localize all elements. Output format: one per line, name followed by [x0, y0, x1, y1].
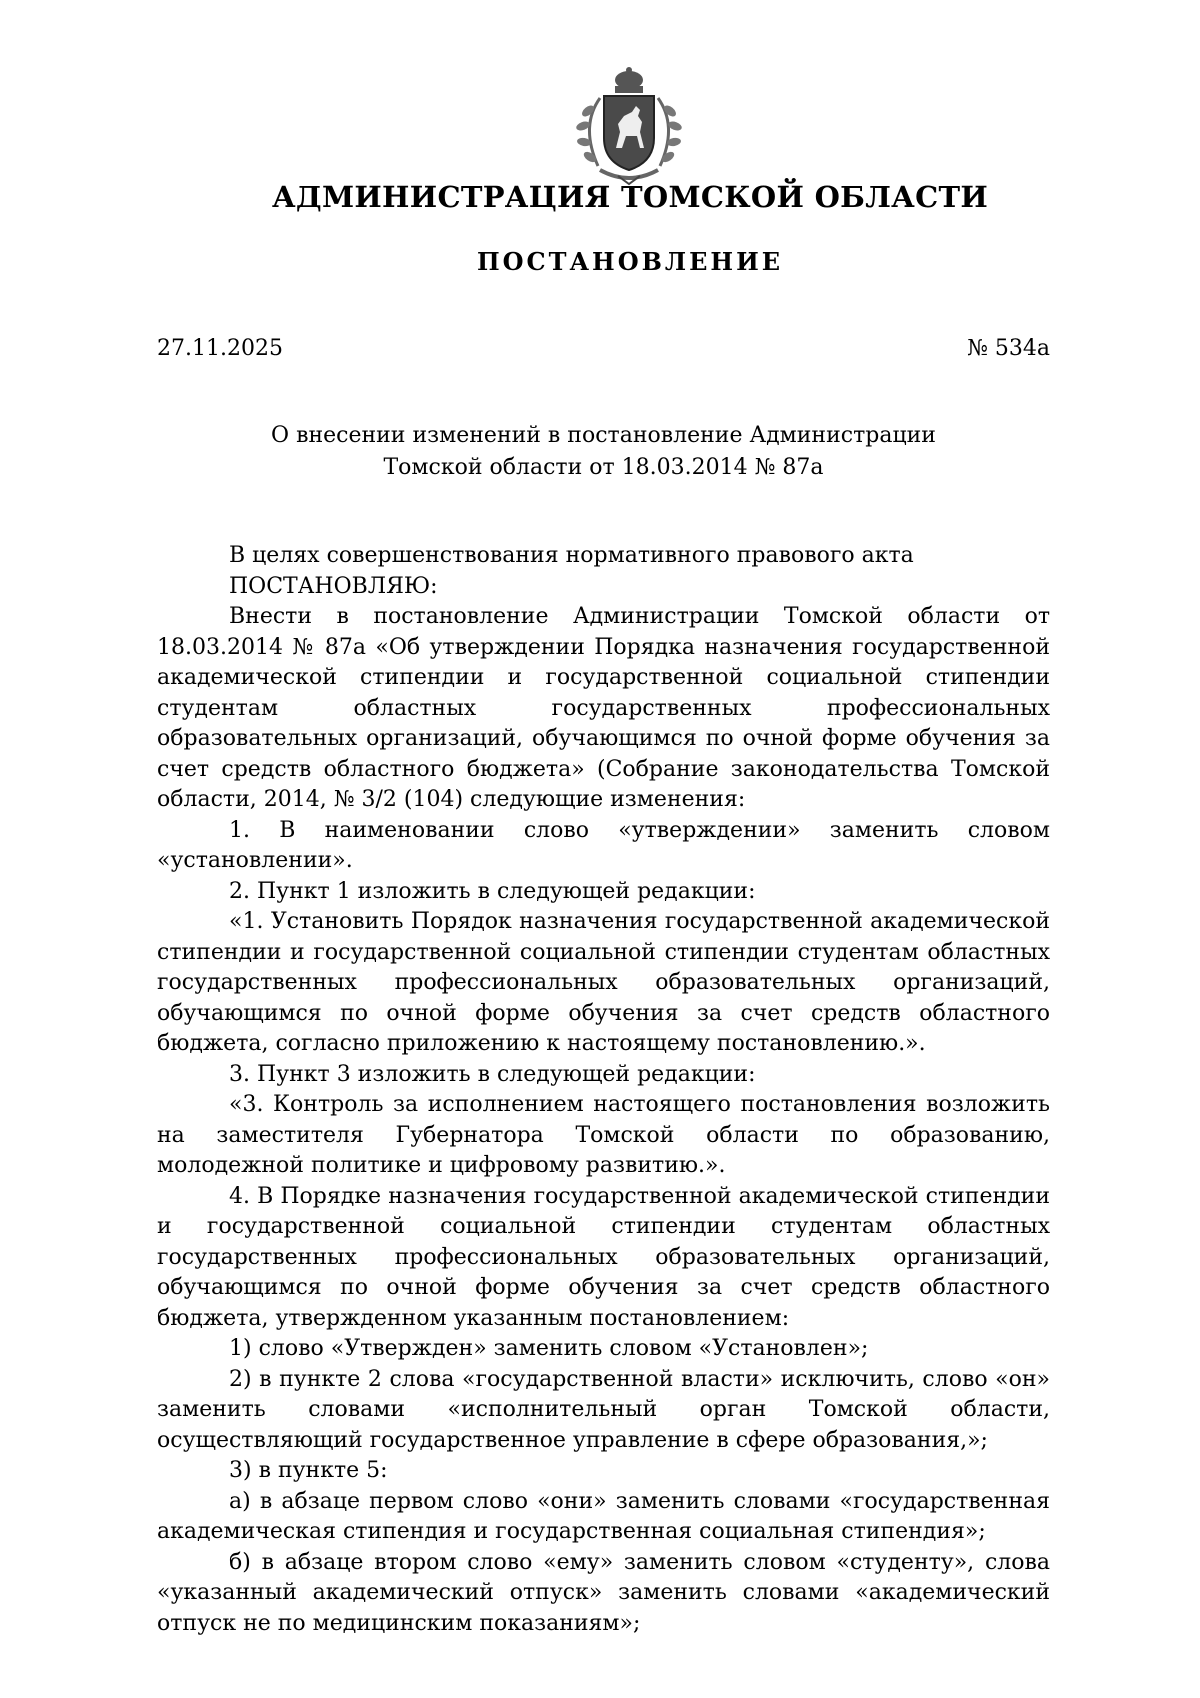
- body-paragraph-item-2-text: «1. Установить Порядок назначения государственной академической стипендии и государственной социальной стипендии студентам областных государственных профессиональных образовательных организаций, обучающимся по очной форме обучения за счет средств областного бюджета, согласно приложению к настоящему постановлению.».: [157, 909, 1050, 1056]
- subject-line-2: Томской области от 18.03.2014 № 87а: [383, 455, 824, 480]
- organization-title: АДМИНИСТРАЦИЯ ТОМСКОЙ ОБЛАСТИ: [271, 180, 989, 214]
- body-paragraph-item-4: 4. В Порядке назначения государственной академической стипендии и государственной социальной стипендии студентам областных государственных профессиональных образовательных организаций, обучающимся по очной форме обучения за счет средств областного бюджета, утвержденном указанным постановлением:: [157, 1183, 1050, 1331]
- body-paragraph-sub-3b: б) в абзаце втором слово «ему» заменить словом «студенту», слова «указанный академический отпуск» заменить словами «академический отпуск не по медицинским показаниям»;: [157, 1549, 1050, 1636]
- document-subject: [157, 420, 1050, 484]
- tomsk-oblast-coat-of-arms-icon: [570, 66, 688, 186]
- body-paragraph-item-2: 2. Пункт 1 изложить в следующей редакции:: [229, 878, 756, 904]
- coat-of-arms-emblem: [570, 66, 688, 186]
- subject-line-1: О внесении изменений в постановление Администрации: [271, 423, 936, 448]
- body-paragraph-sub-3a: а) в абзаце первом слово «они» заменить словами «государственная академическая стипендия и государственная социальная стипендия»;: [157, 1488, 1050, 1544]
- document-type-title: ПОСТАНОВЛЕНИЕ: [476, 247, 784, 276]
- body-paragraph-intro: В целях совершенствования нормативного правового акта: [229, 543, 914, 568]
- body-paragraph-sub-1: 1) слово «Утвержден» заменить словом «Установлен»;: [229, 1336, 869, 1361]
- body-paragraph-amend: Внести в постановление Администрации Томской области от 18.03.2014 № 87а «Об утверждении Порядка назначения государственной академической стипендии и государственной социальной стипендии студентам областных государственных профессиональных образовательных организаций, обучающимся по очной форме обучения за счет средств областного бюджета» (Собрание законодательства Томской области, 2014, № 3/2 (104) следующие изменения:: [157, 604, 1050, 812]
- document-date: 27.11.2025: [157, 336, 283, 361]
- document-body: [157, 541, 1050, 1639]
- body-paragraph-sub-2: 2) в пункте 2 слова «государственной власти» исключить, слово «он» заменить словами «исполнительный орган Томской области, осуществляющий государственное управление в сфере образования,»;: [157, 1366, 1050, 1453]
- body-paragraph-decree: ПОСТАНОВЛЯЮ:: [229, 573, 438, 599]
- body-paragraph-sub-3: 3) в пункте 5:: [229, 1458, 388, 1483]
- document-number: № 534а: [967, 336, 1050, 361]
- body-paragraph-item-3: 3. Пункт 3 изложить в следующей редакции:: [229, 1061, 756, 1087]
- body-paragraph-item-3-text: «3. Контроль за исполнением настоящего постановления возложить на заместителя Губернатора Томской области по образованию, молодежной политике и цифровому развитию.».: [157, 1092, 1050, 1178]
- body-paragraph-item-1: 1. В наименовании слово «утверждении» заменить словом «установлении».: [157, 817, 1050, 873]
